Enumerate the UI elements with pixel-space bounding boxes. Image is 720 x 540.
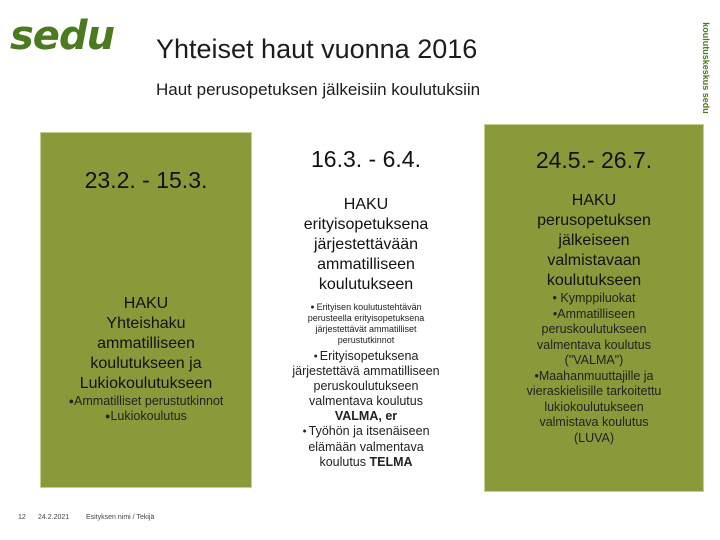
list-item: ●Lukiokoulutus — [105, 409, 187, 424]
panel-valmistava — [484, 124, 704, 492]
detail-perustutkinnot — [256, 302, 476, 346]
panel-erityisopetus — [256, 124, 476, 492]
list-item: vieraskielisille tarkoitettu — [526, 384, 662, 398]
panel-date: 24.5.- 26.7. — [535, 147, 653, 173]
detail-line: perusteella erityisopetuksena — [307, 313, 425, 324]
heading-line: Lukiokoulutukseen — [79, 375, 213, 392]
heading-line: koulutukseen — [318, 276, 414, 293]
panel-heading — [256, 195, 476, 295]
footer-page-number: 12 — [18, 514, 26, 521]
list-item: •Ammatilliseen — [552, 306, 636, 321]
bullet-icon: ● — [68, 396, 75, 407]
heading-line: HAKU — [571, 192, 617, 209]
list-item: lukiokoulutukseen — [544, 399, 644, 414]
heading-line: järjestettävään — [313, 236, 419, 253]
detail-line: ● Erityisen koulutustehtävän — [310, 302, 422, 312]
heading-line: valmistavaan — [547, 252, 641, 269]
footer-author: Esityksen nimi / Tekijä — [86, 514, 155, 521]
heading-line: ammatilliseen — [317, 256, 415, 273]
bullet-icon: ● — [302, 428, 309, 436]
heading-line: Yhteishaku — [106, 315, 186, 332]
heading-line: HAKU — [343, 196, 389, 213]
side-brand-text: koulutuskeskus sedu — [701, 22, 711, 114]
panel-list — [41, 394, 251, 424]
detail-line: valmentava koulutus — [309, 394, 423, 409]
detail-line: VALMA, er — [334, 409, 398, 424]
slide-subtitle: Haut perusopetuksen jälkeisiin koulutuksiin — [156, 80, 481, 99]
detail-line: ● Erityisopetuksena — [313, 349, 419, 364]
list-item: • Kymppiluokat — [552, 291, 636, 305]
list-item: ("VALMA") — [564, 353, 624, 367]
sedu-logo: sedu — [10, 13, 115, 59]
detail-line: perustutkinnot — [337, 335, 395, 346]
panel-date: 16.3. - 6.4. — [311, 146, 421, 172]
heading-line: koulutukseen — [546, 272, 642, 289]
panel-date: 23.2. - 15.3. — [84, 167, 208, 193]
list-item: (LUVA) — [573, 430, 615, 445]
panel-yhteishaku — [40, 132, 252, 488]
detail-line: järjestettävä ammatilliseen — [292, 364, 440, 379]
list-item: •Maahanmuuttajille ja — [534, 368, 654, 383]
list-item: ●Ammatilliset perustutkinnot — [68, 394, 224, 408]
detail-valma — [256, 349, 476, 424]
heading-line: jälkeiseen — [558, 232, 630, 249]
panel-heading — [485, 191, 703, 291]
detail-line: järjestettävät ammatilliset — [315, 324, 417, 335]
detail-line: elämään valmentava — [308, 439, 424, 454]
bullet-icon: ● — [105, 411, 111, 422]
heading-line: ammatilliseen — [97, 335, 195, 352]
detail-line: koulutus TELMA — [319, 454, 413, 469]
panel-heading — [41, 294, 251, 394]
list-item: valmistava koulutus — [539, 415, 649, 429]
list-item: peruskoulutukseen — [541, 322, 647, 336]
bullet-icon: ● — [310, 304, 317, 312]
heading-line: erityisopetuksena — [303, 216, 429, 233]
detail-telma — [256, 424, 476, 469]
heading-line: perusopetuksen — [537, 212, 651, 229]
side-brand-label — [698, 4, 714, 132]
heading-line: koulutukseen ja — [90, 355, 202, 372]
bullet-icon: ● — [313, 353, 320, 361]
list-item: valmentava koulutus — [537, 337, 651, 352]
slide-title: Yhteiset haut vuonna 2016 — [156, 34, 478, 64]
footer-date: 24.2.2021 — [38, 514, 70, 521]
heading-line: HAKU — [123, 295, 169, 312]
panel-list — [485, 291, 703, 446]
detail-line: ● Työhön ja itsenäiseen — [302, 424, 430, 439]
detail-line: peruskoulutukseen — [313, 379, 419, 394]
